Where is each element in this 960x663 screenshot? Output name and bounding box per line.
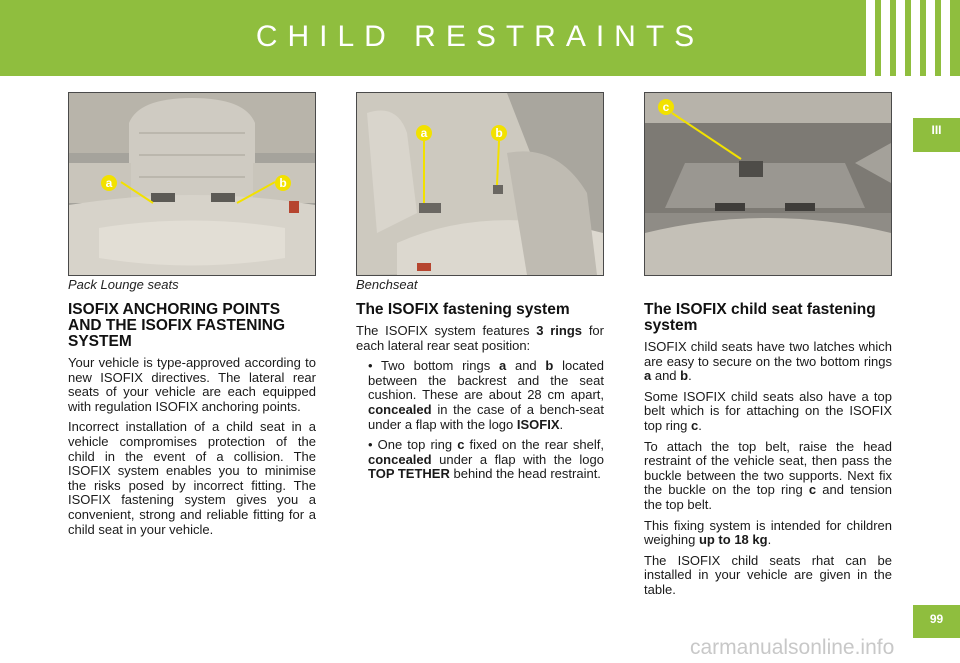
paragraph: Some ISOFIX child seats also have a top belt which is for attaching on the ISOFIX top ring c. [644,388,892,433]
heading-isofix-fastening: The ISOFIX fastening system [356,301,570,318]
marker-c: c [658,99,674,115]
column-child-seat-fastening [644,302,892,604]
heading-isofix-anchoring: ISOFIX ANCHORING POINTS AND THE ISOFIX FASTENING SYSTEM [68,301,286,350]
paragraph: The ISOFIX child seats rhat can be installed in your vehicle are given in the table. [644,552,892,597]
section-tab[interactable]: III [913,118,960,152]
marker-b: b [491,125,507,141]
marker-b: b [275,175,291,191]
paragraph: This fixing system is intended for children weighing up to 18 kg. [644,517,892,548]
paragraph: To attach the top belt, raise the head restraint of the vehicle seat, then pass the buckle between the two supports. Next fix the buckle on the top ring c and tension the top belt. [644,438,892,512]
watermark: carmanualsonline.info [690,636,895,659]
paragraph: Incorrect installation of a child seat in a vehicle compromises protection of the child in the event of a collision. The ISOFIX system enables you to minimise the risks posed by incorrect fitting. The ISOFIX fastening system gives you a convenient, strong and reliable fitting for a child seat in your vehicle. [68,419,316,537]
caption-benchseat: Benchseat [356,277,418,292]
caption-pack-lounge: Pack Lounge seats [68,277,179,292]
header-stripes [866,0,950,76]
ring-list [356,359,604,482]
column-isofix-anchoring [68,302,316,543]
heading-child-seat-fastening: The ISOFIX child seat fastening system [644,301,876,334]
page-header [0,0,960,76]
marker-a: a [416,125,432,141]
list-item: • Two bottom rings a and b located between the backrest and the seat cushion. These are about 28 cm apart, concealed in the case of a bench-seat under a flap with the logo ISOFIX. [368,359,604,432]
photo-benchseat [356,92,604,276]
photo-pack-lounge-seats [68,92,316,276]
marker-a: a [101,175,117,191]
paragraph: The ISOFIX system features 3 rings for each lateral rear seat position: [356,323,604,353]
list-item: • One top ring c fixed on the rear shelf, concealed under a flap with the logo TOP TETHER behind the head restraint. [368,438,604,482]
column-isofix-fastening [356,302,604,488]
paragraph: Your vehicle is type-approved according to new ISOFIX directives. The lateral rear seats of your vehicle are each equipped with regulation ISOFIX anchoring points. [68,355,316,414]
page-title: CHILD RESTRAINTS [255,20,705,53]
page-number: 99 [913,605,960,638]
paragraph: ISOFIX child seats have two latches which are easy to secure on the two bottom rings a and b. [644,339,892,384]
photo-rear-shelf [644,92,892,276]
